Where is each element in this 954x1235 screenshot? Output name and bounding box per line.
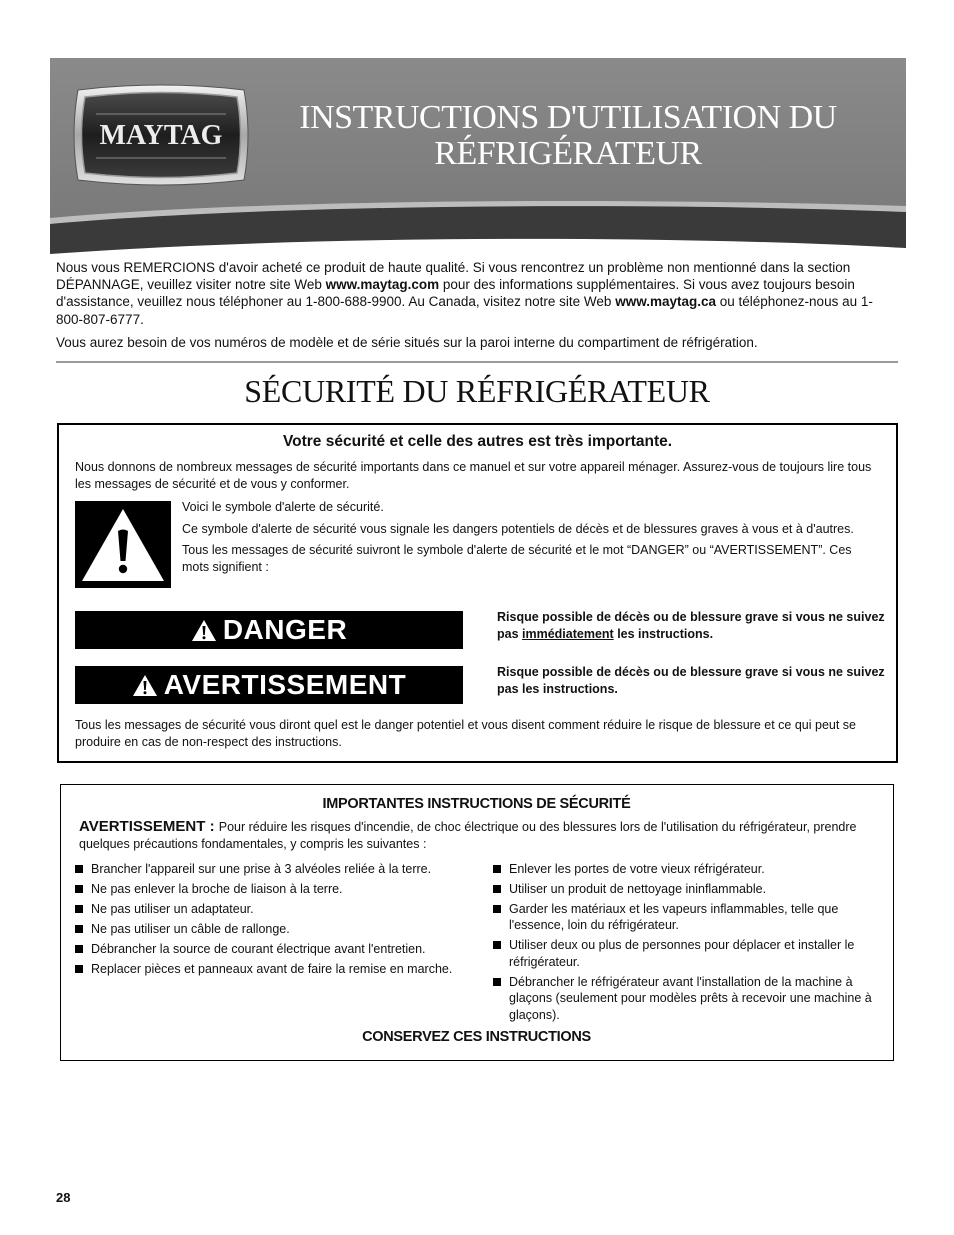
- header-banner: [50, 58, 906, 254]
- intro-p1-text-c: ou téléphonez-nous au 1-800-807-6777.: [56, 294, 873, 327]
- alert-triangle-icon: [132, 674, 158, 697]
- list-item-text: Débrancher le réfrigérateur avant l'installation de la machine à glaçons (seulement pour modèles prêts à recevoir une machine à glaçons).: [509, 974, 872, 1022]
- bullet-icon: [493, 885, 501, 893]
- bullet-icon: [493, 978, 501, 986]
- list-item: [75, 881, 455, 897]
- safety-intro: Nous donnons de nombreux messages de sécurité importants dans ce manuel et sur votre appareil ménager. Assurez-vous de toujours lire tous les messages de sécurité et de vous y conformer.: [75, 460, 872, 491]
- intro-p1-text-a: Nous vous REMERCIONS d'avoir acheté ce produit de haute qualité. Si vous rencontrez un problème non mentionné dans la section DÉPANNAGE, veuillez visiter notre site Web: [56, 260, 851, 293]
- header-title-line2: RÉFRIGÉRATEUR: [434, 135, 702, 172]
- list-item: [493, 901, 873, 934]
- danger-description: [497, 609, 887, 643]
- bullet-icon: [493, 941, 501, 949]
- section-title: SÉCURITÉ DU RÉFRIGÉRATEUR: [244, 373, 710, 409]
- svg-text:MAYTAG: MAYTAG: [99, 120, 223, 151]
- danger-desc-a: Risque possible de décès ou de blessure grave si vous ne suivez pas: [497, 610, 885, 641]
- instructions-footer: CONSERVEZ CES INSTRUCTIONS: [362, 1029, 591, 1045]
- symbol-line-3: Tous les messages de sécurité suivront le symbole d'alerte de sécurité et le mot “DANGER” ou “AVERTISSEMENT”. Ces mots signifient :: [182, 543, 852, 574]
- symbol-line-2: Ce symbole d'alerte de sécurité vous signale les dangers potentiels de décès et de blessures graves à vous et à d'autres.: [182, 521, 854, 536]
- list-item-text: Utiliser un produit de nettoyage ininflammable.: [509, 882, 767, 896]
- list-item: [493, 937, 873, 970]
- safety-box: [57, 423, 898, 763]
- maytag-com-link[interactable]: www.maytag.com: [325, 277, 440, 293]
- list-item-text: Brancher l'appareil sur une prise à 3 alvéoles reliée à la terre.: [91, 862, 432, 876]
- bullet-icon: [75, 905, 83, 913]
- alert-triangle-icon: [191, 619, 217, 642]
- bullet-icon: [493, 905, 501, 913]
- safety-alert-symbol-icon: [75, 501, 171, 588]
- instructions-list-left: [75, 861, 455, 981]
- warning-signal-panel: [75, 666, 463, 704]
- list-item-text: Replacer pièces et panneaux avant de faire la remise en marche.: [91, 962, 453, 976]
- symbol-explanation: [182, 499, 872, 580]
- danger-desc-b: les instructions.: [613, 627, 714, 641]
- safety-heading: Votre sécurité et celle des autres est très importante.: [282, 433, 673, 450]
- bullet-icon: [75, 965, 83, 973]
- instructions-list-right: [493, 861, 873, 1027]
- list-item-text: Garder les matériaux et les vapeurs inflammables, telle que l'essence, loin du réfrigérateur.: [509, 902, 839, 933]
- instructions-heading: IMPORTANTES INSTRUCTIONS DE SÉCURITÉ: [322, 796, 631, 812]
- header-swoosh: [50, 198, 906, 254]
- intro-paragraph-1: [56, 259, 898, 328]
- divider: [56, 361, 898, 363]
- intro-text: [56, 259, 898, 357]
- bullet-icon: [75, 865, 83, 873]
- list-item-text: Ne pas utiliser un câble de rallonge.: [91, 922, 290, 936]
- intro-p1-text-b: pour des informations supplémentaires. Si vous avez toujours besoin d'assistance, veuillez nous téléphoner au 1-800-688-9900. Au Canada, visitez notre site Web: [56, 277, 855, 310]
- maytag-logo: [70, 84, 252, 186]
- danger-label: DANGER: [222, 614, 348, 645]
- page-number: 28: [56, 1190, 71, 1205]
- safety-outro: Tous les messages de sécurité vous diront quel est le danger potentiel et vous disent comment réduire le risque de blessure et ce qui peut se produire en cas de non-respect des instructions.: [75, 718, 856, 749]
- bullet-icon: [75, 945, 83, 953]
- list-item: [75, 861, 455, 877]
- list-item: [75, 941, 455, 957]
- warning-description: Risque possible de décès ou de blessure grave si vous ne suivez pas les instructions.: [497, 665, 885, 696]
- warning-lead: AVERTISSEMENT :: [79, 818, 219, 835]
- list-item: [75, 961, 455, 977]
- list-item-text: Enlever les portes de votre vieux réfrigérateur.: [509, 862, 765, 876]
- list-item: [75, 921, 455, 937]
- header-title-line1: INSTRUCTIONS D'UTILISATION DU: [299, 99, 837, 136]
- bullet-icon: [493, 865, 501, 873]
- list-item-text: Ne pas utiliser un adaptateur.: [91, 902, 254, 916]
- instructions-warning: [79, 818, 869, 853]
- instructions-box: [60, 784, 894, 1061]
- danger-signal-panel: [75, 611, 463, 649]
- list-item: [493, 881, 873, 897]
- list-item: [493, 974, 873, 1023]
- warning-text: Pour réduire les risques d'incendie, de choc électrique ou des blessures lors de l'utilisation du réfrigérateur, prendre quelques précautions fondamentales, y compris les suivantes :: [79, 820, 857, 851]
- warning-label: AVERTISSEMENT: [163, 669, 407, 700]
- list-item: [75, 901, 455, 917]
- list-item: [493, 861, 873, 877]
- list-item-text: Utiliser deux ou plus de personnes pour déplacer et installer le réfrigérateur.: [509, 938, 855, 969]
- header-title: [280, 100, 856, 172]
- maytag-ca-link[interactable]: www.maytag.ca: [615, 294, 716, 310]
- list-item-text: Débrancher la source de courant électrique avant l'entretien.: [91, 942, 426, 956]
- bullet-icon: [75, 885, 83, 893]
- bullet-icon: [75, 925, 83, 933]
- danger-desc-emphasis: immédiatement: [522, 627, 614, 641]
- intro-paragraph-2: Vous aurez besoin de vos numéros de modèle et de série situés sur la paroi interne du compartiment de réfrigération.: [56, 334, 758, 350]
- symbol-line-1: Voici le symbole d'alerte de sécurité.: [182, 500, 384, 514]
- list-item-text: Ne pas enlever la broche de liaison à la terre.: [91, 882, 343, 896]
